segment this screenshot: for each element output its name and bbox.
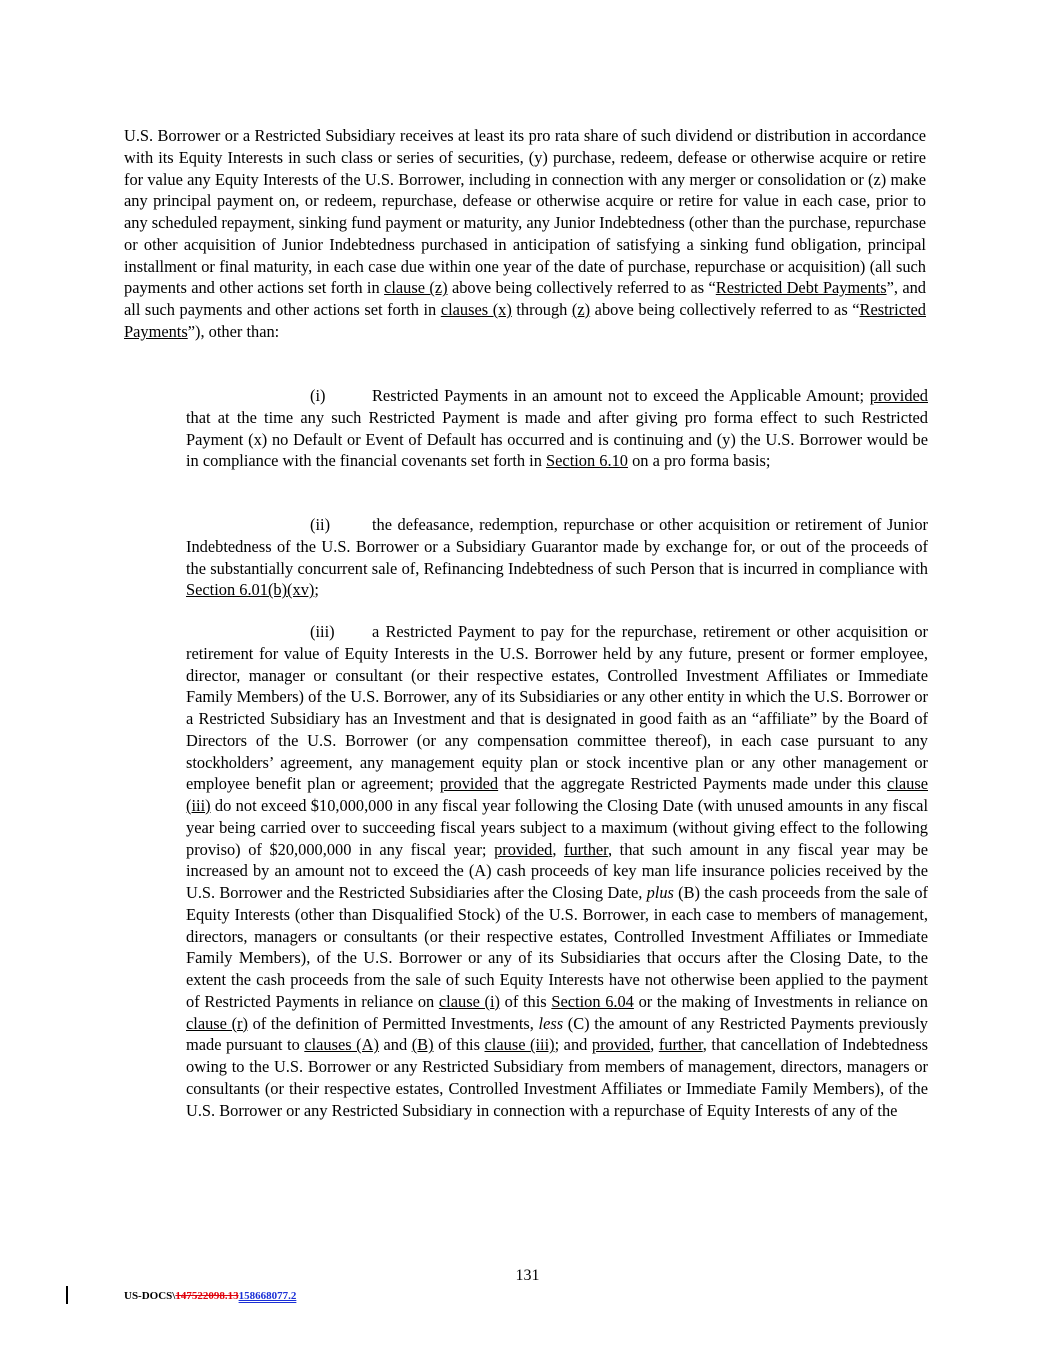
clause-iii-paragraph bbox=[186, 621, 928, 1121]
section-reference: Section 6.01(b)(xv) bbox=[186, 580, 315, 600]
change-bar bbox=[66, 1286, 68, 1304]
text-run: the defeasance, redemption, repurchase or other acquisition or retirement of Junior Indebtedness of the U.S. Borrower or a Subsidiary Guarantor made by exchange for, or out of the proceeds of the substantially concurrent sale of, Refinancing Indebtedness of such Person that is incurred in compliance with bbox=[186, 515, 928, 578]
text-run: and bbox=[378, 1035, 412, 1055]
text-run: above being collectively referred to as “ bbox=[590, 300, 860, 319]
text-run: (C) the amount of any Restricted Payments previously made pursuant to bbox=[186, 1013, 928, 1055]
text-run: of this bbox=[433, 1035, 485, 1055]
doc-id-deleted: 147522098.13 bbox=[175, 1290, 239, 1302]
proviso-term: provided bbox=[494, 839, 553, 859]
italic-term: plus bbox=[646, 883, 674, 902]
clause-reference: clauses (x) bbox=[440, 300, 512, 319]
text-run: (B) the cash proceeds from the sale of Equity Interests (other than Disqualified Stock) of the U.S. Borrower, in each case to members of management, directors, managers or consultants (or their respective estates, Controlled Investment Affiliates or Immediate Family Members), of the U.S. Borrower or any of its Subsidiaries that occurs after the Closing Date, to the extent the cash proceeds from the sale of such Equity Interests have not otherwise been applied to the payment of Restricted Payments in reliance on bbox=[186, 883, 929, 1011]
intro-paragraph bbox=[124, 125, 926, 343]
clause-number: (iii) bbox=[310, 622, 335, 641]
text-run: ; bbox=[314, 580, 319, 600]
clause-reference: clause (z) bbox=[384, 278, 448, 298]
text-run: through bbox=[511, 300, 572, 319]
clause-reference: (B) bbox=[411, 1035, 434, 1055]
clause-reference: clause (iii) bbox=[186, 774, 928, 815]
text-run: ; and bbox=[554, 1035, 592, 1055]
proviso-term: further bbox=[658, 1035, 703, 1055]
text-run: U.S. Borrower or a Restricted Subsidiary receives at least its pro rata share of such dividend or distribution in accordance with its Equity Interests in such class or series of securities, (y) purchase, redeem, defease or otherwise acquire or retire for value any Equity Interests of the U.S. Borrower, including in connection with any merger or consolidation or (z) make any principal payment on, or redeem, repurchase, defease or otherwise acquire or retire for value in each case, prior to any scheduled repayment, sinking fund payment or maturity, any Junior Indebtedness (other than the purchase, repurchase or other acquisition of Junior Indebtedness purchased in anticipation of satisfying a sinking fund obligation, principal installment or final maturity, in each case due within one year of the date of purchase, repurchase or acquisition) (all such payments and other actions set forth in bbox=[124, 126, 926, 298]
section-reference: Section 6.04 bbox=[551, 991, 634, 1011]
clause-reference: (z) bbox=[571, 300, 591, 319]
text-run: above being collectively referred to as “ bbox=[447, 278, 716, 298]
defined-term: Restricted Debt Payments bbox=[715, 278, 887, 298]
text-run: , bbox=[650, 1035, 659, 1055]
proviso-term: provided bbox=[439, 774, 499, 794]
italic-term: less bbox=[538, 1013, 564, 1033]
document-id bbox=[124, 1290, 296, 1302]
doc-id-inserted: 158668077.2 bbox=[238, 1290, 297, 1302]
proviso-term: further bbox=[564, 839, 608, 859]
text-run: ”), other than: bbox=[187, 321, 280, 341]
text-run: of the definition of Permitted Investments, bbox=[247, 1013, 539, 1033]
text-run: of this bbox=[500, 991, 552, 1011]
text-run: or the making of Investments in reliance on bbox=[633, 991, 928, 1011]
clause-reference: clause (i) bbox=[438, 991, 500, 1011]
clause-reference: clauses (A) bbox=[304, 1035, 379, 1055]
text-run: Restricted Payments in an amount not to exceed the Applicable Amount; bbox=[372, 386, 870, 405]
clause-ii-paragraph bbox=[186, 514, 928, 601]
text-run: , bbox=[552, 839, 565, 859]
page-number: 131 bbox=[515, 1267, 540, 1284]
defined-term: Restricted Payments bbox=[124, 300, 926, 341]
text-run: a Restricted Payment to pay for the repurchase, retirement or other acquisition or retirement for value of Equity Interests in the U.S. Borrower held by any future, present or former employee, director, manager or consultant (or their respective estates, Controlled Investment Affiliates or Immediate Family Members) of the U.S. Borrower, any of its Subsidiaries or any other entity in which the U.S. Borrower or a Restricted Subsidiary has an Investment and that is designated in good faith as an “affiliate” by the Board of Directors of the U.S. Borrower (or any compensation committee thereof), in each case pursuant to any stockholders’ agreement, any management equity plan or stock incentive plan or any other management or employee benefit plan or agreement; bbox=[186, 622, 928, 794]
clause-number: (ii) bbox=[310, 515, 331, 534]
text-run: , that such amount in any fiscal year may be increased by an amount not to exceed the (A) cash proceeds of key man life insurance policies received by the U.S. Borrower and the Restricted Subsidiaries after the Closing Date, bbox=[186, 839, 928, 902]
text-run: that at the time any such Restricted Payment is made and after giving pro forma effect to such Restricted Payment (x) no Default or Event of Default has occurred and is continuing and (y) the U.S. Borrower would be in compliance with the financial covenants set forth in bbox=[186, 407, 928, 471]
clause-i-paragraph bbox=[186, 385, 928, 472]
proviso-term: provided bbox=[869, 386, 928, 405]
section-reference: Section 6.10 bbox=[546, 451, 628, 471]
text-run: do not exceed $10,000,000 in any fiscal year following the Closing Date (with unused amounts in any fiscal year being carried over to succeeding fiscal years subject to a maximum (without giving effect to the following proviso) of $20,000,000 in any fiscal year; bbox=[186, 796, 928, 859]
doc-id-prefix: US-DOCS\ bbox=[124, 1290, 176, 1302]
text-run: ”, and all such payments and other actions set forth in bbox=[124, 278, 926, 319]
proviso-term: provided bbox=[591, 1035, 651, 1055]
clause-reference: clause (r) bbox=[186, 1013, 248, 1033]
clause-reference: clause (iii) bbox=[484, 1035, 555, 1055]
text-run: on a pro forma basis; bbox=[627, 451, 771, 471]
text-run: , that cancellation of Indebtedness owing to the U.S. Borrower or any Restricted Subsidiary from members of management, directors, managers or consultants (or their respective estates, Controlled Investment Affiliates or Immediate Family Members), of the U.S. Borrower or any Restricted Subsidiary in connection with a repurchase of Equity Interests of any of the bbox=[186, 1035, 928, 1120]
text-run: that the aggregate Restricted Payments made under this bbox=[498, 774, 888, 794]
clause-number: (i) bbox=[310, 386, 326, 405]
